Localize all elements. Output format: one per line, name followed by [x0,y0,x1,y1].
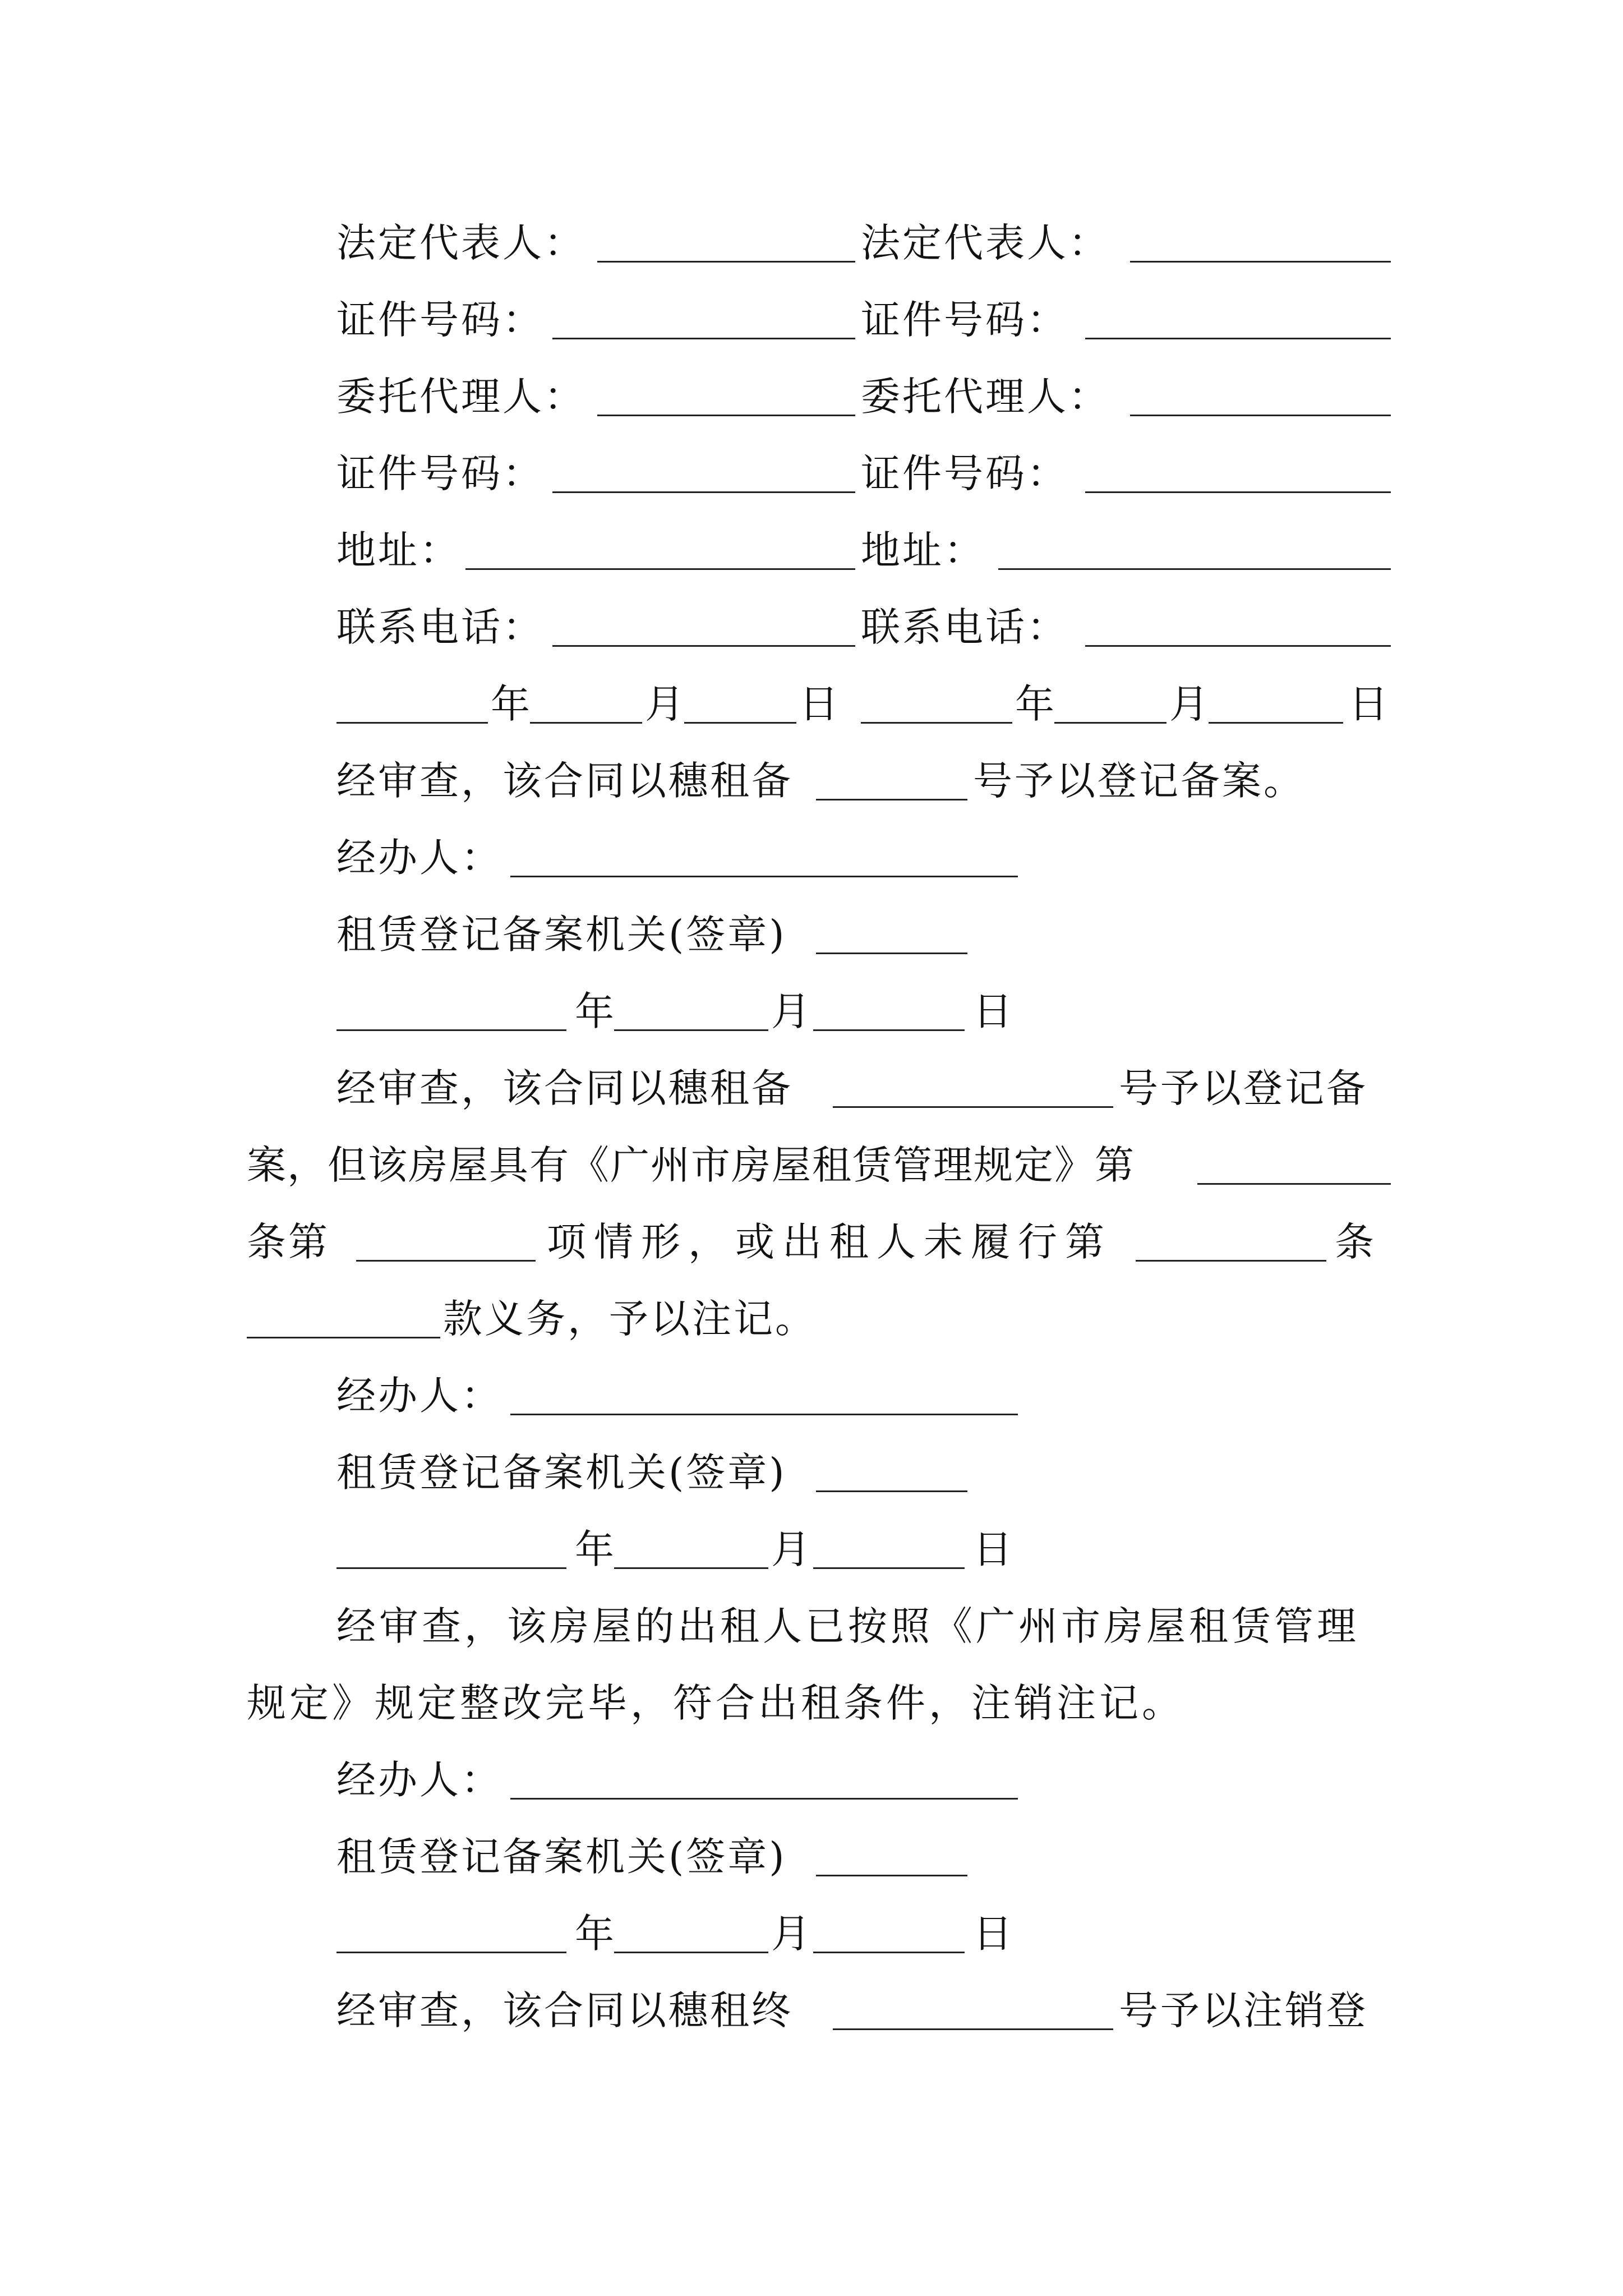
office-month-blank-3[interactable] [614,1952,768,1953]
party-b-agent-blank[interactable] [1130,415,1391,416]
party-a-month-blank[interactable] [530,722,642,724]
annotation-text-d: 条第 [247,1219,330,1265]
party-a-legal-rep-blank[interactable] [597,261,855,263]
handler-blank-3[interactable] [510,1798,1018,1800]
party-a-day-blank[interactable] [684,722,796,724]
rectification-text-a: 经审查，该房屋的出租人已按照《广州市房屋租赁管理 [336,1603,1359,1649]
office-line-3 [336,1823,1391,1890]
office-signature-blank-3[interactable] [816,1875,967,1876]
party-a-year-blank[interactable] [336,722,488,724]
office-month-blank-2[interactable] [614,1567,768,1569]
party-a-id-blank[interactable] [552,338,855,339]
party-b-agent-id-label: 证件号码： [861,450,1068,496]
office-year-blank[interactable] [336,1029,566,1031]
party-b-id-label: 证件号码： [861,297,1068,343]
legal-rep-row [336,209,1391,277]
phone-row [336,593,1391,661]
handler-label: 经办人： [336,835,502,881]
office-year-label-3: 年 [575,1911,616,1957]
clause-blank[interactable] [247,1337,440,1338]
office-day-label-3: 日 [973,1911,1015,1957]
office-day-label: 日 [973,988,1015,1034]
office-day-blank-3[interactable] [813,1952,965,1953]
party-a-address-label: 地址： [336,527,461,573]
party-b-month-blank[interactable] [1054,722,1166,724]
party-b-address-label: 地址： [861,527,985,573]
rectification-text-b: 规定》规定整改完毕，符合出租条件，注销注记。 [247,1680,1184,1726]
handler-blank-2[interactable] [510,1414,1018,1415]
office-month-label-2: 月 [771,1526,813,1572]
party-a-agent-id-label: 证件号码： [336,450,544,496]
office-day-label-2: 日 [973,1526,1015,1572]
office-line-2 [336,1439,1391,1506]
office-date-line-2 [336,1516,1391,1583]
party-a-month-label: 月 [645,681,686,727]
annotation-line-1 [336,1055,1391,1122]
office-label-2: 租赁登记备案机关(签章) [336,1450,787,1496]
annotation-line-2 [247,1131,1391,1199]
annotation-text-f: 条 [1335,1219,1376,1265]
party-a-phone-label: 联系电话： [336,604,544,650]
party-a-phone-blank[interactable] [552,645,855,647]
office-label-3: 租赁登记备案机关(签章) [336,1834,787,1880]
filing-number-blank[interactable] [816,799,967,800]
item-blank[interactable] [356,1260,536,1262]
party-b-agent-label: 委托代理人： [861,374,1110,420]
party-a-agent-label: 委托代理人： [336,374,585,420]
office-year-blank-2[interactable] [336,1567,566,1569]
handler-label-2: 经办人： [336,1373,502,1419]
filing-record-line [336,747,1391,815]
party-a-day-label: 日 [799,681,841,727]
annotation-text-g: 款义务，予以注记。 [443,1296,817,1342]
party-a-legal-rep-label: 法定代表人： [336,220,585,266]
office-date-line-1 [336,978,1391,1045]
annotation-text-b: 号予以登记备 [1119,1065,1368,1111]
party-b-year-blank[interactable] [861,722,1012,724]
party-b-day-blank[interactable] [1209,722,1343,724]
annotation-text-e: 项情形，或出租人未履行第 [547,1219,1112,1265]
party-b-phone-blank[interactable] [1085,645,1391,647]
article-blank-1[interactable] [1197,1183,1391,1185]
filing-text-b: 号予以登记备案。 [973,758,1305,804]
office-signature-blank-2[interactable] [816,1490,967,1492]
annotation-number-blank[interactable] [833,1106,1113,1108]
party-b-legal-rep-blank[interactable] [1130,261,1391,263]
cancellation-number-blank[interactable] [833,2028,1113,2030]
party-b-legal-rep-label: 法定代表人： [861,220,1110,266]
office-month-label: 月 [771,988,813,1034]
party-b-day-label: 日 [1349,681,1390,727]
party-a-agent-id-blank[interactable] [552,491,855,493]
party-b-year-label: 年 [1015,681,1057,727]
agent-row [336,363,1391,430]
office-month-blank[interactable] [614,1029,768,1031]
party-a-address-blank[interactable] [465,568,855,570]
office-year-label: 年 [575,988,616,1034]
cancellation-line-1 [336,1977,1391,2044]
party-a-agent-blank[interactable] [597,415,855,416]
office-line-1 [336,901,1391,968]
party-b-agent-id-blank[interactable] [1085,491,1391,493]
handler-label-3: 经办人： [336,1757,502,1803]
office-label: 租赁登记备案机关(签章) [336,912,787,958]
party-b-phone-label: 联系电话： [861,604,1068,650]
office-day-blank[interactable] [813,1029,965,1031]
id-number-row-2 [336,440,1391,507]
cancellation-text-a: 经审查，该合同以穗租终 [336,1987,793,2033]
handler-line-3 [336,1746,1391,1814]
office-signature-blank[interactable] [816,953,967,954]
party-a-year-label: 年 [491,681,532,727]
handler-line-1 [336,824,1391,891]
handler-line-2 [336,1362,1391,1429]
office-year-blank-3[interactable] [336,1952,566,1953]
party-b-month-label: 月 [1169,681,1211,727]
annotation-line-3 [247,1208,1391,1276]
id-number-row-1 [336,286,1391,353]
annotation-text-a: 经审查，该合同以穗租备 [336,1065,793,1111]
cancellation-text-b: 号予以注销登 [1119,1987,1368,2033]
filing-text-a: 经审查，该合同以穗租备 [336,758,793,804]
rectification-line-1 [336,1593,1391,1660]
office-day-blank-2[interactable] [813,1567,965,1569]
address-row [336,517,1391,584]
annotation-text-c: 案，但该房屋具有《广州市房屋租赁管理规定》第 [247,1142,1135,1188]
party-a-id-label: 证件号码： [336,297,544,343]
office-year-label-2: 年 [575,1526,616,1572]
signing-dates-row [336,670,1391,738]
rectification-line-2 [247,1669,1391,1737]
office-date-line-3 [336,1900,1391,1967]
office-month-label-3: 月 [771,1911,813,1957]
annotation-line-4 [247,1285,1391,1352]
party-b-id-blank[interactable] [1085,338,1391,339]
handler-blank[interactable] [510,876,1018,877]
party-b-address-blank[interactable] [998,568,1391,570]
article-blank-2[interactable] [1136,1260,1326,1262]
